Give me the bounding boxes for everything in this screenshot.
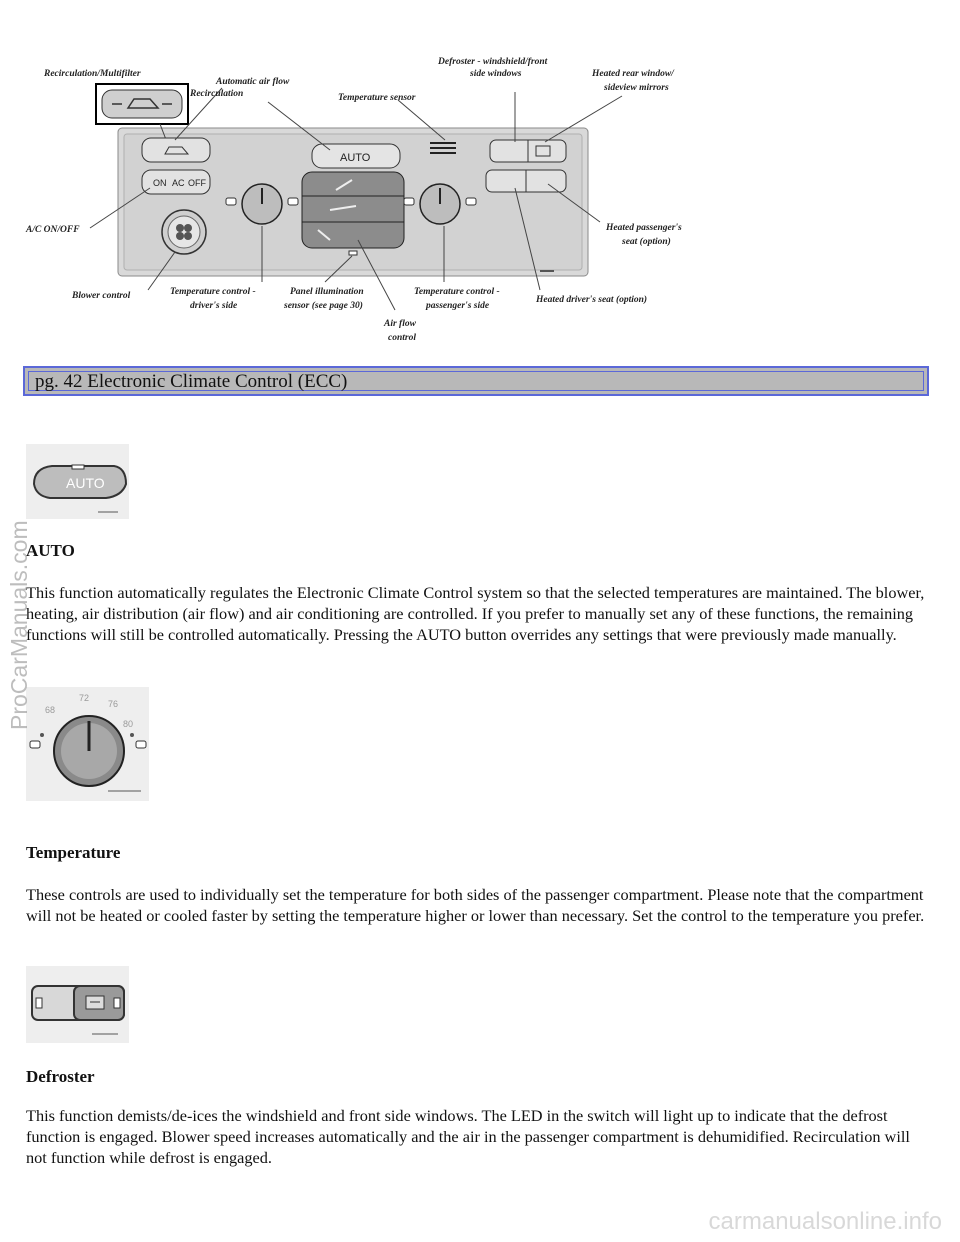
defroster-button-thumbnail (26, 966, 129, 1043)
label-heated-rear-1: Heated rear window/ (592, 69, 674, 79)
section-title-auto: AUTO (26, 541, 75, 560)
label-temp-driver-1: Temperature control - (170, 287, 256, 297)
page-title: pg. 42 Electronic Climate Control (ECC) (28, 371, 924, 391)
air-flow-control (302, 172, 404, 248)
auto-button-text: AUTO (340, 152, 371, 164)
label-temp-passenger-1: Temperature control - (414, 287, 500, 297)
label-ac-on-off: A/C ON/OFF (26, 225, 80, 235)
ac-off-text: OFF (188, 178, 206, 188)
label-heated-passenger-1: Heated passenger's (606, 223, 682, 233)
section-text-defroster: This function demists/de-ices the windshield and front side windows. The LED in the switch will light up to indicate that the defrost function is engaged. Blower speed increases automatically and the air in the passenger compartment is dehumidified. Recirculation will not function while defrost is engaged. (26, 1106, 910, 1167)
auto-thumb-text: AUTO (66, 475, 105, 491)
section-text-auto: This function automatically regulates the Electronic Climate Control system so that the selected temperatures are maintained. The blower, heating, air distribution (air flow) and air conditioning are controlled. If you prefer to manually set any of these functions, the remaining functions will still be controlled automatically. Pressing the AUTO button overrides any settings that were previously made manually. (26, 583, 925, 644)
label-temp-passenger-2: passenger's side (426, 301, 490, 311)
page-header-box (23, 366, 929, 396)
ac-on-text: ON (153, 178, 167, 188)
label-heated-passenger-2: seat (option) (622, 237, 671, 247)
dial-tick-2: 72 (79, 693, 90, 703)
label-panel-illumination-1: Panel illumination (290, 287, 364, 297)
ac-text: AC (172, 178, 185, 188)
side-watermark: ProCarManuals.com (6, 520, 32, 730)
section-title-temperature: Temperature (26, 843, 121, 862)
label-recirculation-multifilter: Recirculation/Multifilter (44, 69, 141, 79)
label-air-flow-1: Air flow (384, 319, 416, 329)
label-panel-illumination-2: sensor (see page 30) (284, 301, 363, 311)
label-temperature-sensor: Temperature sensor (338, 93, 416, 103)
label-recirculation: Recirculation (190, 89, 244, 99)
auto-button-thumbnail (26, 444, 129, 519)
dial-tick-1: 68 (45, 705, 56, 715)
dial-tick-3: 76 (108, 699, 119, 709)
recirculation-button (142, 138, 210, 162)
dial-tick-4: 80 (123, 719, 134, 729)
label-heated-rear-2: sideview mirrors (604, 83, 669, 93)
label-blower-control: Blower control (72, 291, 131, 301)
label-temp-driver-2: driver's side (190, 301, 238, 311)
section-title-defroster: Defroster (26, 1067, 95, 1086)
footer-watermark: carmanualsonline.info (708, 1208, 942, 1235)
label-defroster-1: Defroster - windshield/front (438, 57, 548, 67)
label-heated-driver-seat: Heated driver's seat (option) (536, 295, 648, 305)
label-defroster-2: side windows (470, 69, 522, 79)
label-automatic-air-flow: Automatic air flow (216, 77, 290, 87)
climate-control-diagram (0, 0, 960, 360)
section-text-temperature: These controls are used to individually set the temperature for both sides of the passenger compartment. Please note that the compartment will not be heated or cooled faster by setting the temperature higher or lower than necessary. Set the control to the temperature you prefer. (26, 885, 925, 925)
temperature-dial-thumbnail (26, 687, 149, 801)
label-air-flow-2: control (388, 333, 416, 343)
